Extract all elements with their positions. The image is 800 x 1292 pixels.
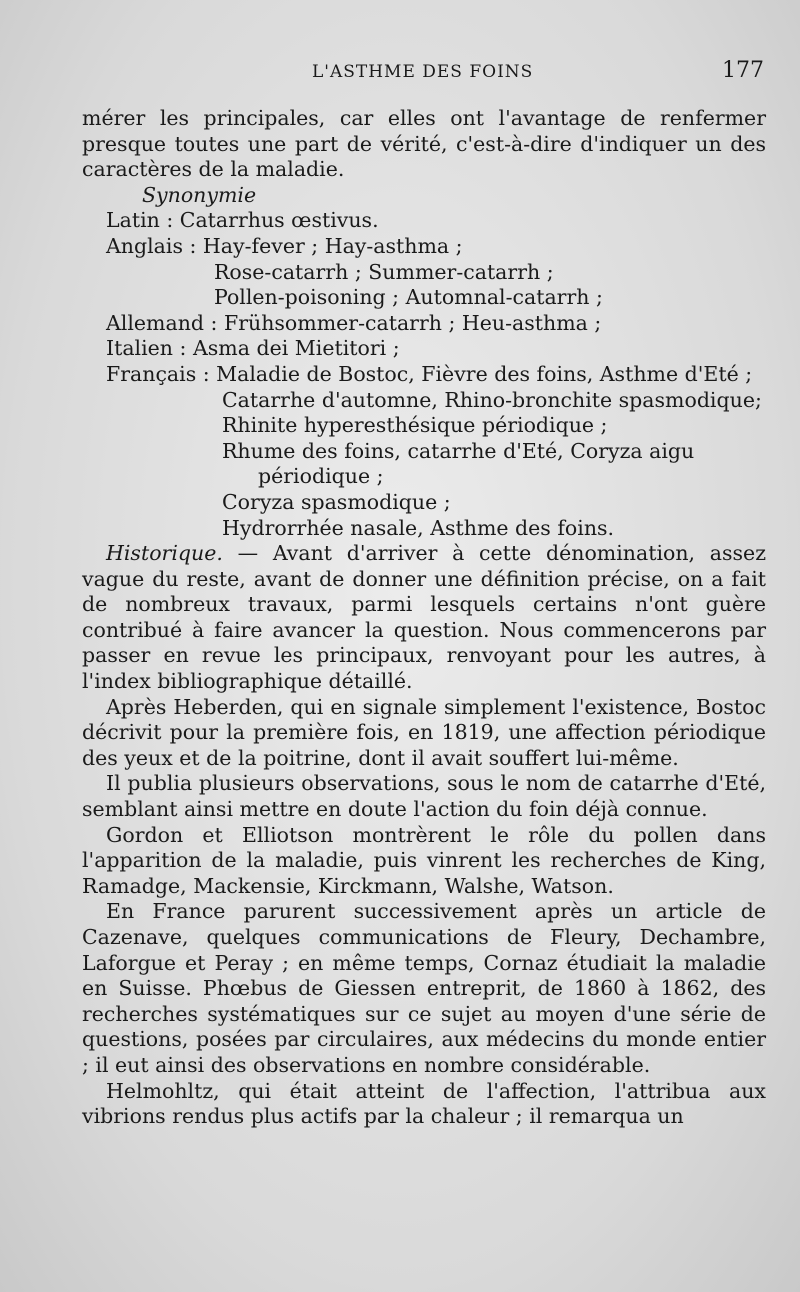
synonymie-heading: Synonymie xyxy=(142,182,257,207)
historique-label: Historique. xyxy=(106,541,223,566)
synonym-francais-5: périodique ; xyxy=(258,464,384,489)
synonym-anglais-2: Rose-catarrh ; Summer-catarrh ; xyxy=(214,259,554,284)
historique-text: — Avant d'arriver à cette dénomination, assez vague du reste, avant de donner une définition précise, on a fait de nombreux travaux, parmi lesquels certains n'ont guère contribué à faire avancer la question. Nous commencerons par passer en revue les principaux, renvoyant pour les autres, à l'index bibliographique détaillé. xyxy=(82,541,766,694)
synonym-francais-3: Rhinite hyperesthésique périodique ; xyxy=(222,413,608,438)
body-paragraph: En France parurent successivement après un article de Cazenave, quelques communications de Fleury, Dechambre, Laforgue et Peray ; en même temps, Cornaz étudiait la maladie en Suisse. Phœbus de Giessen entreprit, de 1860 à 1862, des recherches systématiques sur ce sujet au moyen d'une série de questions, posées par circulaires, aux médecins du monde entier ; il eut ainsi des observations en nombre considérable. xyxy=(82,899,766,1077)
synonym-anglais-3: Pollen-poisoning ; Automnal-catarrh ; xyxy=(214,285,603,310)
synonym-latin: Latin : Catarrhus œstivus. xyxy=(106,208,379,233)
synonym-allemand: Allemand : Frühsommer-catarrh ; Heu-asthma ; xyxy=(106,310,602,335)
synonym-italien: Italien : Asma dei Mietitori ; xyxy=(106,336,400,361)
page-header xyxy=(80,58,770,90)
page-body xyxy=(82,106,766,1130)
synonym-francais-4: Rhume des foins, catarrhe d'Eté, Coryza aigu xyxy=(222,438,695,463)
body-paragraph: Après Heberden, qui en signale simplement l'existence, Bostoc décrivit pour la première fois, en 1819, une affection périodique des yeux et de la poitrine, dont il avait souffert lui-même. xyxy=(82,694,766,770)
body-paragraph: Helmohltz, qui était atteint de l'affection, l'attribua aux vibrions rendus plus actifs par la chaleur ; il remarqua un xyxy=(82,1078,766,1129)
synonym-francais-6: Coryza spasmodique ; xyxy=(222,489,451,514)
page-number: 177 xyxy=(722,58,764,83)
synonym-francais-2: Catarrhe d'automne, Rhino-bronchite spasmodique; xyxy=(222,387,762,412)
body-paragraph: Il publia plusieurs observations, sous le nom de catarrhe d'Eté, semblant ainsi mettre en doute l'action du foin déjà connue. xyxy=(82,771,766,822)
running-head: L'ASTHME DES FOINS xyxy=(312,62,534,82)
intro-paragraph: mérer les principales, car elles ont l'avantage de renfermer presque toutes une part de vérité, c'est-à-dire d'indiquer un des caractères de la maladie. xyxy=(82,106,766,182)
synonym-francais-1: Français : Maladie de Bostoc, Fièvre des foins, Asthme d'Eté ; xyxy=(106,361,753,386)
historique-paragraph xyxy=(82,541,766,695)
synonym-anglais-1: Anglais : Hay-fever ; Hay-asthma ; xyxy=(106,233,463,258)
body-paragraph: Gordon et Elliotson montrèrent le rôle du pollen dans l'apparition de la maladie, puis vinrent les recherches de King, Ramadge, Mackensie, Kirckmann, Walshe, Watson. xyxy=(82,822,766,898)
synonym-francais-7: Hydrorrhée nasale, Asthme des foins. xyxy=(222,515,615,540)
